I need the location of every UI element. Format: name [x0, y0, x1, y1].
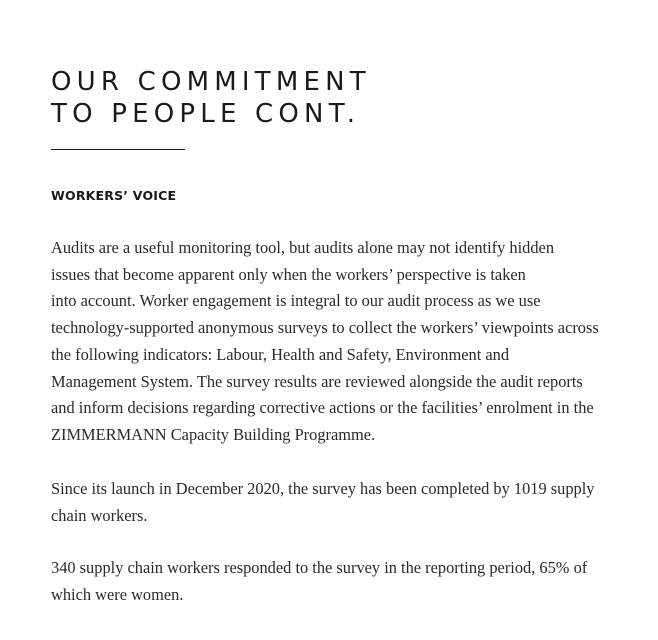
paragraph-line: which were women.	[51, 584, 184, 604]
title-divider	[51, 149, 185, 150]
paragraph-survey-responses	[51, 555, 641, 608]
paragraph-line: the following indicators: Labour, Health and Safety, Environment and	[51, 344, 510, 364]
paragraph-line: into account. Worker engagement is integral to our audit process as we use	[51, 291, 541, 311]
paragraph-line: Since its launch in December 2020, the survey has been completed by 1019 supply	[51, 479, 595, 498]
paragraph-line: issues that become apparent only when the workers’ perspective is taken	[51, 264, 526, 284]
page-title-line-2: TO PEOPLE CONT.	[51, 99, 361, 129]
paragraph-survey-launch	[51, 476, 641, 529]
paragraph-line: technology-supported anonymous surveys to collect the workers’ viewpoints across	[51, 318, 599, 338]
paragraph-line: and inform decisions regarding corrective actions or the facilities’ enrolment in the	[51, 398, 594, 418]
paragraph-line: Management System. The survey results are reviewed alongside the audit reports	[51, 371, 583, 391]
page-title	[51, 66, 371, 130]
paragraph-line: Audits are a useful monitoring tool, but audits alone may not identify hidden	[51, 238, 555, 257]
paragraph-line: 340 supply chain workers responded to the survey in the reporting period, 65% of	[51, 558, 588, 577]
paragraph-line: chain workers.	[51, 505, 148, 525]
page-title-line-1: OUR COMMITMENT	[51, 67, 371, 97]
paragraph-line: ZIMMERMANN Capacity Building Programme.	[51, 424, 376, 444]
section-heading: WORKERS’ VOICE	[51, 188, 177, 203]
paragraph-audits	[51, 235, 641, 449]
